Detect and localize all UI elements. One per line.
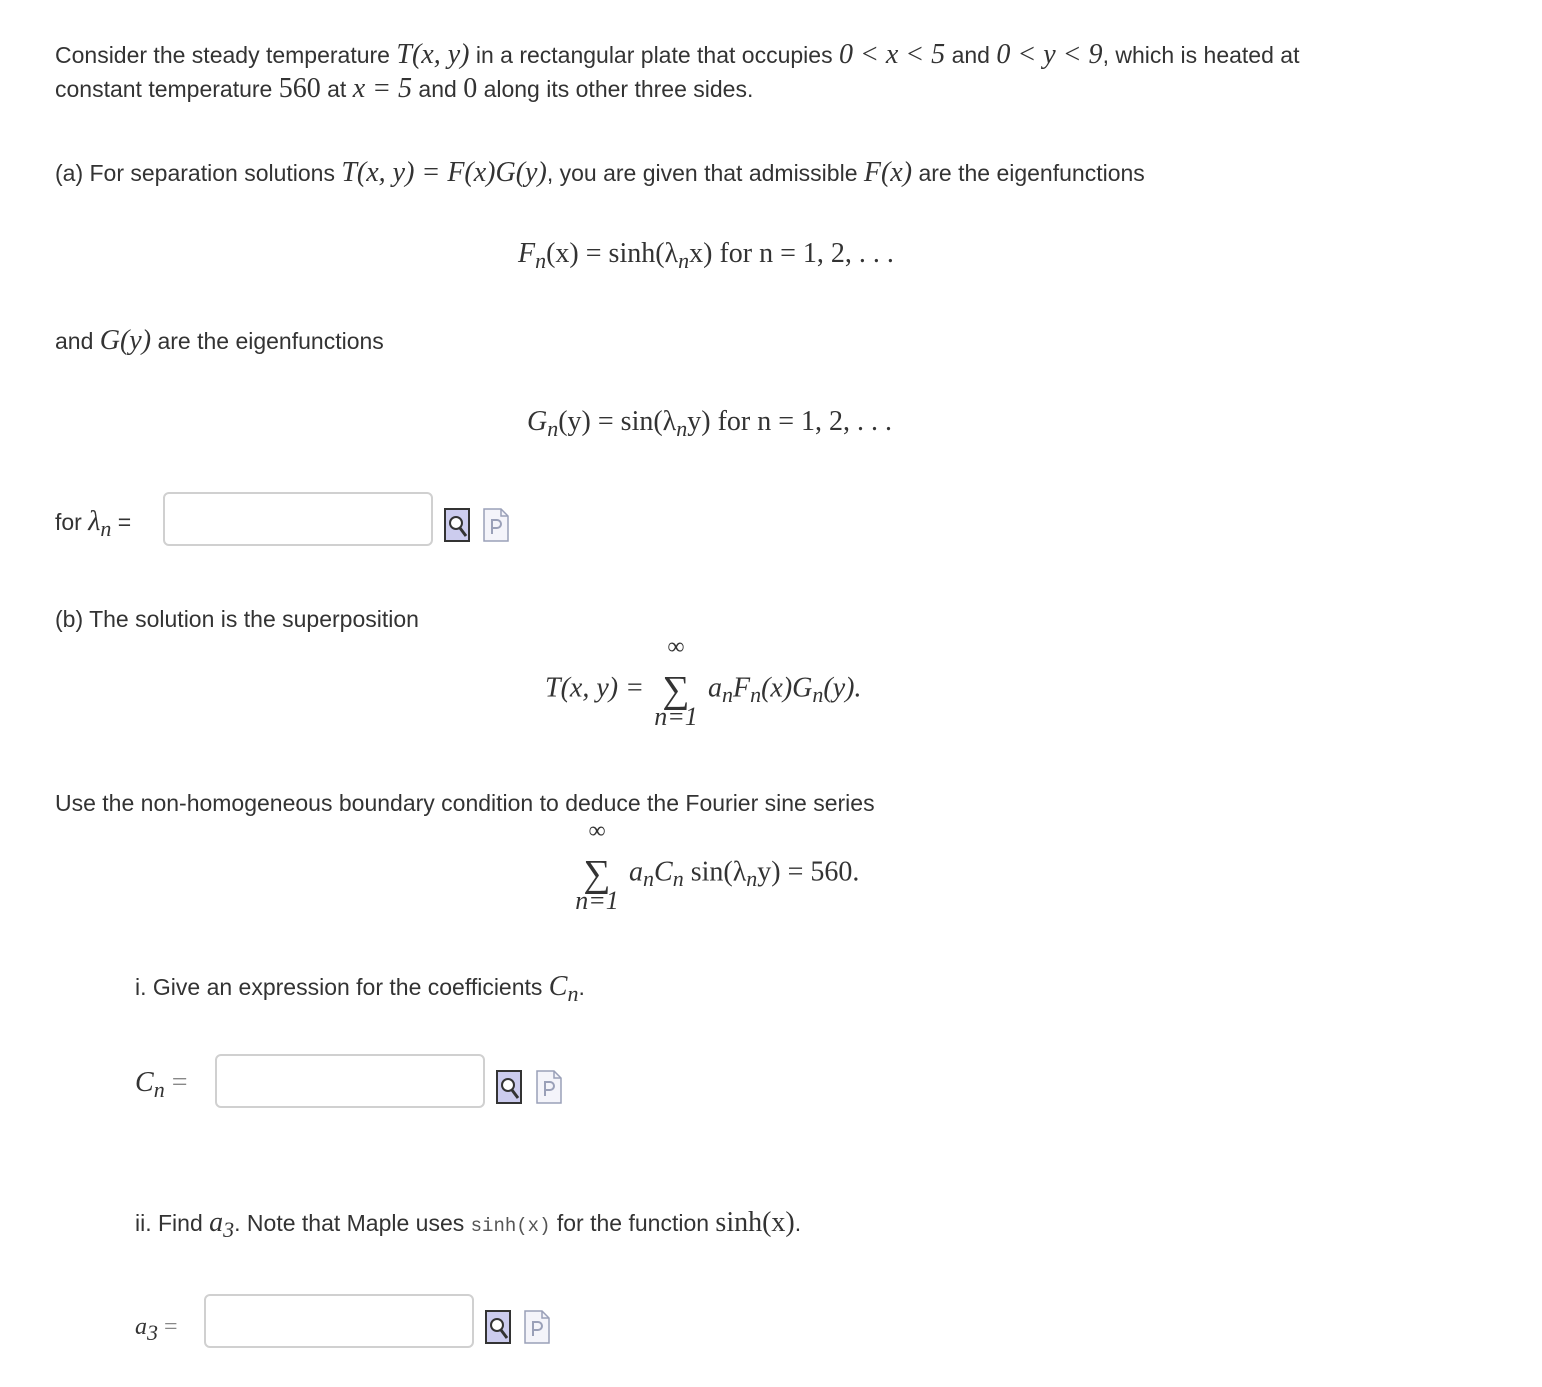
part-a-text-b: , you are given that admissible [546,160,864,186]
lambda-label: for λn = [55,506,132,541]
maple-code: sinh(x) [470,1215,551,1237]
F-eigenfunction-equation: $F_n(x) = \sinh(\lambda_nx)$ for n = 1, 2, . . . [518,238,894,273]
a3-label: a3 = [135,1314,178,1345]
preview-icon[interactable] [485,1310,511,1344]
a3-input[interactable] [204,1294,474,1348]
F-of-x: F(x) [863,157,913,188]
boundary-x: x = 5 [352,73,413,104]
zero-value: 0 [463,73,478,104]
intro-text: and [945,42,997,68]
help-icon[interactable] [536,1070,562,1104]
intro-text: in a rectangular plate that occupies [469,42,839,68]
intro-text: constant temperature [55,76,279,102]
lambda-input[interactable] [163,492,433,546]
G-intro-text: and G(y) are the eigenfunctions [55,325,384,356]
y-range: 0 < y < 9 [996,39,1103,70]
Cn-label: $C_n$ = [135,1067,188,1102]
G-eigenfunction-equation: $G_n(y) = \sin(\lambda_ny)$ for n = 1, 2, . . . [527,406,893,441]
part-a-text-c: are the eigenfunctions [912,160,1145,186]
separation-equation: T(x, y) = F(x)G(y) [341,157,547,188]
sum-symbol: ∞ ∑ n=1 [654,634,698,731]
help-icon[interactable] [483,508,509,542]
G-of-y: G(y) [99,325,152,356]
intro-text: along its other three sides. [477,76,754,102]
part-b-text: (b) The solution is the superposition [55,606,419,632]
fourier-series-equation: ∞ ∑ n=1 $a_nC_n$ $\sin(\lambda_ny) = 560$. [572,852,859,896]
intro-text: , which is heated at [1102,42,1300,68]
part-a-text [55,156,1145,190]
boundary-condition-text: Use the non-homogeneous boundary condition to deduce the Fourier sine series [55,790,875,816]
help-icon[interactable] [524,1310,550,1344]
intro-text: at [320,76,353,102]
intro-text: Consider the steady temperature [55,42,397,68]
preview-icon[interactable] [496,1070,522,1104]
intro-text: and [412,76,464,102]
sum-symbol: ∞ ∑ n=1 [575,818,619,915]
x-range: 0 < x < 5 [838,39,946,70]
part-ii-text: ii. Find a3. Note that Maple uses sinh(x) for the function sinh(x). [135,1207,802,1242]
intro-line-1 [55,38,1299,72]
intro-T: T [396,39,412,70]
part-i-text: i. Give an expression for the coefficients Cn. [135,971,585,1006]
Cn-input[interactable] [215,1054,485,1108]
lambda-symbol: λ [88,506,101,537]
superposition-equation: T(x, y) = ∞ ∑ n=1 $a_nF_n(x)G_n(y)$. [545,634,862,731]
part-a-label: (a) For separation solutions [55,160,342,186]
intro-T-args: (x, y) [411,39,470,70]
preview-icon[interactable] [444,508,470,542]
temperature-value: 560 [278,73,321,104]
intro-line-2 [55,72,753,106]
